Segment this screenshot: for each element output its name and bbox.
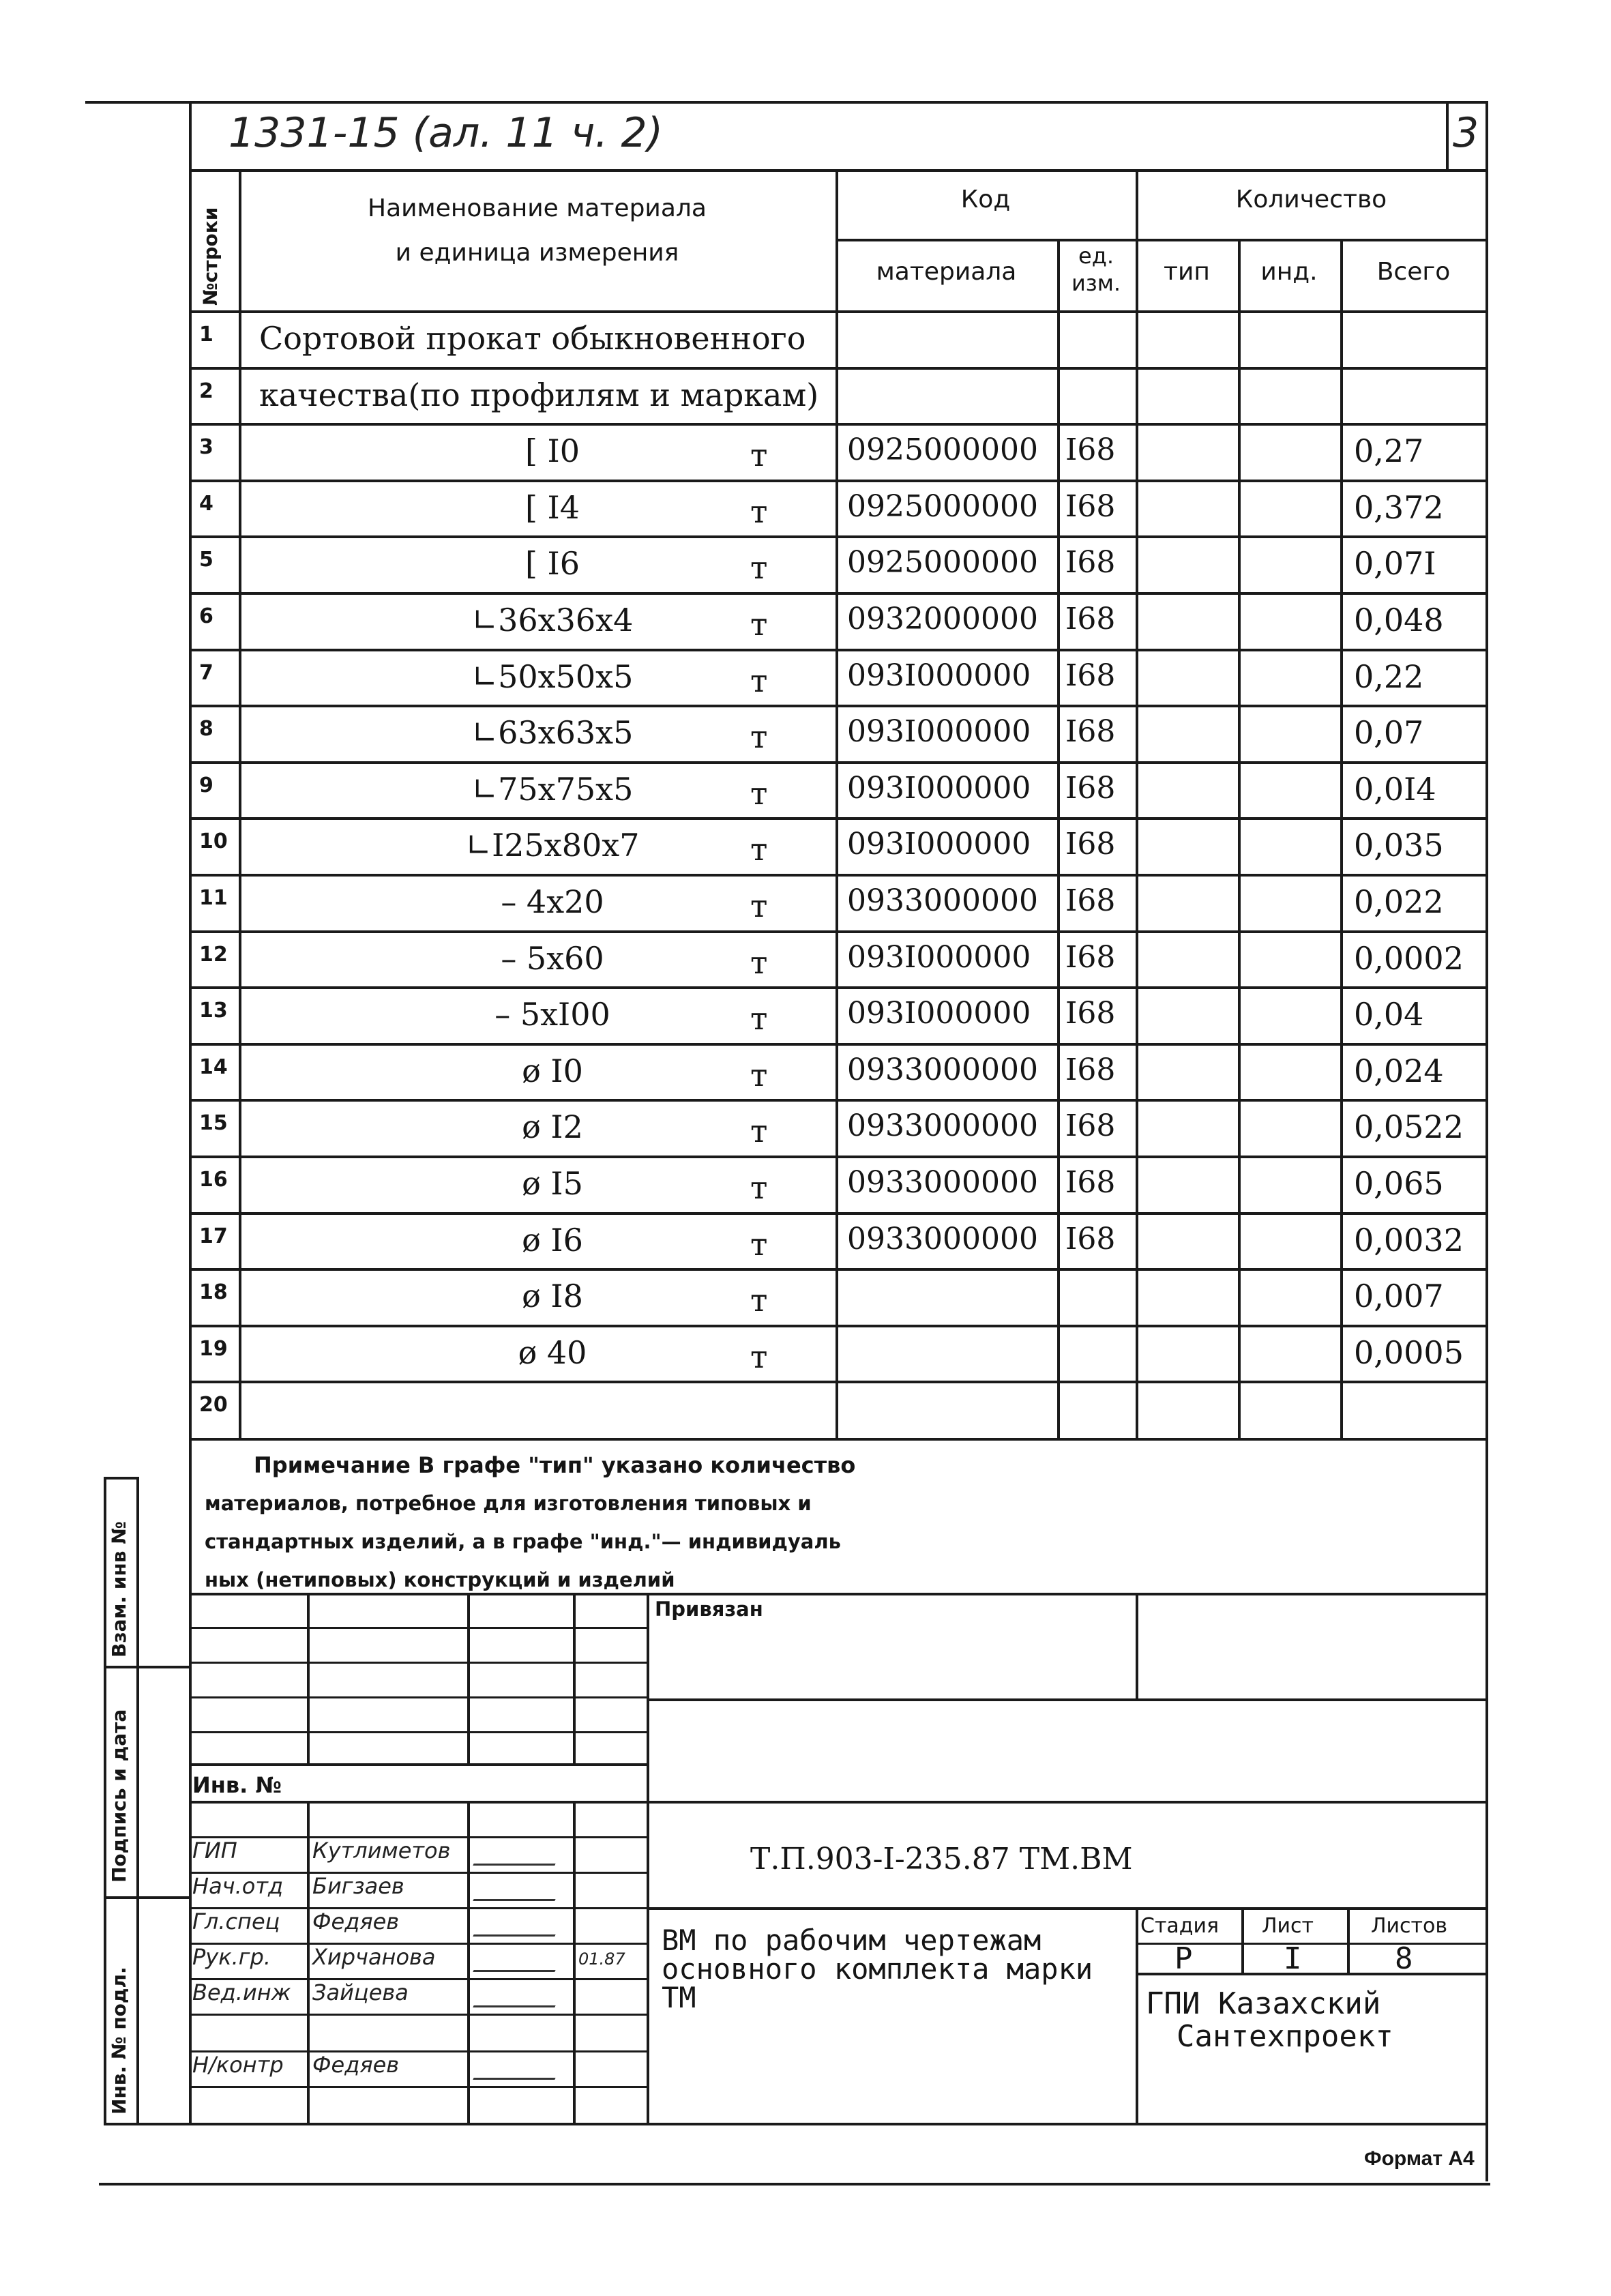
material-name: ø I0: [522, 1053, 583, 1089]
material-name: Сортовой прокат обыкновенного: [259, 320, 806, 357]
unit-symbol: т: [750, 1226, 768, 1263]
unit-code: I68: [1065, 602, 1116, 636]
signatory-role: Н/контр: [192, 2052, 284, 2078]
sheets-total-label: Листов: [1371, 1914, 1448, 1938]
material-name: ∟63x63x5: [471, 714, 634, 751]
stage-value: Р: [1174, 1941, 1193, 1976]
unit-symbol: т: [750, 775, 768, 812]
material-name: [ I4: [524, 489, 580, 526]
material-name: – 5xI00: [494, 996, 610, 1033]
row-number: 10: [199, 829, 228, 853]
signature-scribble: [473, 1917, 564, 1937]
unit-symbol: т: [750, 549, 768, 586]
row-number: 1: [199, 323, 213, 347]
material-code: 0933000000: [847, 1165, 1038, 1200]
unit-symbol: т: [750, 1282, 768, 1319]
material-name: ø 40: [518, 1334, 587, 1371]
unit-code: I68: [1065, 714, 1116, 749]
unit-symbol: т: [750, 1338, 768, 1375]
unit-code: I68: [1065, 658, 1116, 693]
material-name: [ I0: [524, 432, 580, 469]
signature-date-label: Подпись и дата: [108, 1709, 130, 1883]
total-quantity: 0,04: [1354, 996, 1424, 1033]
total-quantity: 0,22: [1354, 658, 1424, 695]
unit-symbol: т: [750, 1000, 768, 1037]
row-number: 2: [199, 379, 213, 403]
total-quantity: 0,0005: [1354, 1334, 1464, 1371]
material-code: 093I000000: [847, 940, 1031, 975]
unit-code: I68: [1065, 940, 1116, 975]
unit-symbol: т: [750, 1057, 768, 1093]
note-line-3: стандартных изделий, а в графе "инд."— индивидуаль: [205, 1530, 841, 1553]
material-code: 0932000000: [847, 602, 1038, 636]
replaces-inventory-label: Взам. инв №: [108, 1521, 130, 1658]
code-header: Код: [960, 186, 1011, 214]
material-name: ø I2: [522, 1108, 583, 1145]
material-code: 0925000000: [847, 432, 1038, 467]
row-number: 3: [199, 435, 213, 459]
unit-symbol: т: [750, 606, 768, 643]
total-quantity: 0,07I: [1354, 545, 1436, 582]
signatory-role: Рук.гр.: [192, 1944, 271, 1970]
material-name-header-line2: и единица измерения: [395, 239, 679, 267]
note-line-1: Примечание В графе "тип" указано количество: [254, 1452, 856, 1478]
sheets-total-value: 8: [1395, 1941, 1413, 1976]
total-quantity: 0,0002: [1354, 940, 1464, 977]
inventory-number-label: Инв. №: [192, 1772, 282, 1798]
row-number: 15: [199, 1111, 228, 1135]
sheet-description-line-1: ВМ по рабочим чертежам: [662, 1924, 1041, 1957]
note-line-2: материалов, потребное для изготовления типовых и: [205, 1492, 812, 1515]
sheet-label: Лист: [1262, 1914, 1314, 1938]
row-number: 6: [199, 604, 213, 628]
material-code: 0933000000: [847, 1108, 1038, 1143]
sheet-description-line-2: основного комплекта марки: [662, 1952, 1093, 1986]
unit-code: I68: [1065, 771, 1116, 806]
material-name: – 5x60: [501, 940, 604, 977]
signatory-role: Нач.отд: [192, 1873, 284, 1899]
row-number: 18: [199, 1280, 228, 1304]
unit-code: I68: [1065, 1108, 1116, 1143]
material-code: 093I000000: [847, 771, 1031, 806]
row-number: 20: [199, 1393, 228, 1417]
unit-symbol: т: [750, 831, 768, 868]
signature-scribble: [473, 1988, 564, 2007]
material-name: [ I6: [524, 545, 580, 582]
total-quantity: 0,024: [1354, 1053, 1444, 1089]
signatory-name: Кутлиметов: [312, 1838, 451, 1864]
individual-qty-header: инд.: [1260, 258, 1318, 286]
material-name: – 4x20: [501, 883, 604, 920]
row-number: 12: [199, 943, 228, 967]
material-name: ∟50x50x5: [471, 658, 634, 695]
row-number: 14: [199, 1055, 228, 1079]
stage-label: Стадия: [1140, 1914, 1220, 1938]
document-code: 1331-15 (ал. 11 ч. 2): [228, 109, 664, 157]
total-quantity: 0,0I4: [1354, 771, 1436, 808]
material-code: 093I000000: [847, 996, 1031, 1031]
drawing-number: Т.П.903-I-235.87 ТМ.ВМ: [750, 1842, 1133, 1876]
material-name: ø I5: [522, 1165, 583, 1202]
material-name: ∟36x36x4: [471, 602, 634, 638]
material-code-header: материала: [876, 258, 1017, 286]
unit-symbol: т: [750, 944, 768, 981]
signatory-name: Федяев: [312, 2052, 400, 2078]
row-number: 13: [199, 999, 228, 1022]
sheet-description-line-3: ТМ: [662, 1981, 696, 2014]
original-inventory-label: Инв. № подл.: [108, 1967, 130, 2115]
total-quantity: 0,0032: [1354, 1222, 1464, 1259]
unit-symbol: т: [750, 1113, 768, 1149]
total-quantity: 0,27: [1354, 432, 1424, 469]
unit-symbol: т: [750, 437, 768, 473]
signatory-name: Хирчанова: [312, 1944, 436, 1970]
row-number: 7: [199, 661, 213, 685]
sheet-value: I: [1284, 1941, 1302, 1976]
material-code: 0933000000: [847, 1222, 1038, 1256]
material-code: 0925000000: [847, 545, 1038, 580]
signature-scribble: [473, 2060, 564, 2080]
unit-code: I68: [1065, 883, 1116, 918]
unit-code: I68: [1065, 827, 1116, 862]
attached-label: Привязан: [655, 1598, 763, 1621]
total-quantity: 0,0522: [1354, 1108, 1464, 1145]
material-name: качества(по профилям и маркам): [259, 377, 819, 413]
material-name: ∟75x75x5: [471, 771, 634, 808]
material-code: 093I000000: [847, 714, 1031, 749]
unit-code: I68: [1065, 1053, 1116, 1087]
organization-line-1: ГПИ Казахский: [1146, 1986, 1381, 2021]
unit-code: I68: [1065, 1165, 1116, 1200]
material-code: 0933000000: [847, 1053, 1038, 1087]
type-qty-header: тип: [1164, 258, 1210, 286]
signatory-role: Гл.спец: [192, 1909, 280, 1934]
signatory-name: Бигзаев: [312, 1873, 404, 1899]
row-number: 19: [199, 1337, 228, 1361]
date-mark: 01.87: [578, 1949, 625, 1969]
row-number: 9: [199, 774, 213, 797]
material-name: ø I8: [522, 1278, 583, 1314]
row-number: 17: [199, 1224, 228, 1248]
total-quantity: 0,035: [1354, 827, 1444, 864]
unit-symbol: т: [750, 662, 768, 699]
unit-code-header: ед. изм.: [1071, 243, 1121, 296]
material-code: 093I000000: [847, 827, 1031, 862]
note-line-4: ных (нетиповых) конструкций и изделий: [205, 1568, 675, 1591]
sheet-corner-number: 3: [1453, 109, 1479, 157]
format-label: Формат А4: [1364, 2147, 1475, 2170]
row-number: 16: [199, 1168, 228, 1192]
total-quantity: 0,065: [1354, 1165, 1444, 1202]
organization-line-2: Сантехпроект: [1177, 2019, 1393, 2054]
unit-code: I68: [1065, 432, 1116, 467]
material-code: 0933000000: [847, 883, 1038, 918]
row-number-header: №строки: [199, 207, 222, 306]
row-number: 8: [199, 717, 213, 741]
quantity-header: Количество: [1235, 186, 1387, 214]
unit-code: I68: [1065, 1222, 1116, 1256]
unit-symbol: т: [750, 1169, 768, 1206]
unit-code: I68: [1065, 489, 1116, 524]
signatory-role: ГИП: [192, 1838, 237, 1864]
material-code: 0925000000: [847, 489, 1038, 524]
total-quantity: 0,048: [1354, 602, 1444, 638]
total-quantity: 0,022: [1354, 883, 1444, 920]
unit-code: I68: [1065, 545, 1116, 580]
material-name: ø I6: [522, 1222, 583, 1259]
total-quantity: 0,372: [1354, 489, 1444, 526]
signature-scribble: [473, 1952, 564, 1972]
row-number: 4: [199, 492, 213, 516]
signatory-name: Федяев: [312, 1909, 400, 1934]
unit-symbol: т: [750, 718, 768, 755]
total-quantity: 0,07: [1354, 714, 1424, 751]
unit-symbol: т: [750, 887, 768, 924]
row-number: 5: [199, 548, 213, 572]
unit-symbol: т: [750, 493, 768, 530]
total-qty-header: Всего: [1376, 258, 1451, 286]
signatory-name: Зайцева: [312, 1979, 409, 2005]
signature-scribble: [473, 1881, 564, 1901]
material-code: 093I000000: [847, 658, 1031, 693]
total-quantity: 0,007: [1354, 1278, 1444, 1314]
signatory-role: Вед.инж: [192, 1979, 291, 2005]
material-name: ∟I25x80x7: [465, 827, 640, 864]
material-name-header: Наименование материала: [368, 194, 707, 222]
signature-scribble: [473, 1846, 564, 1866]
row-number: 11: [199, 886, 228, 910]
unit-code: I68: [1065, 996, 1116, 1031]
